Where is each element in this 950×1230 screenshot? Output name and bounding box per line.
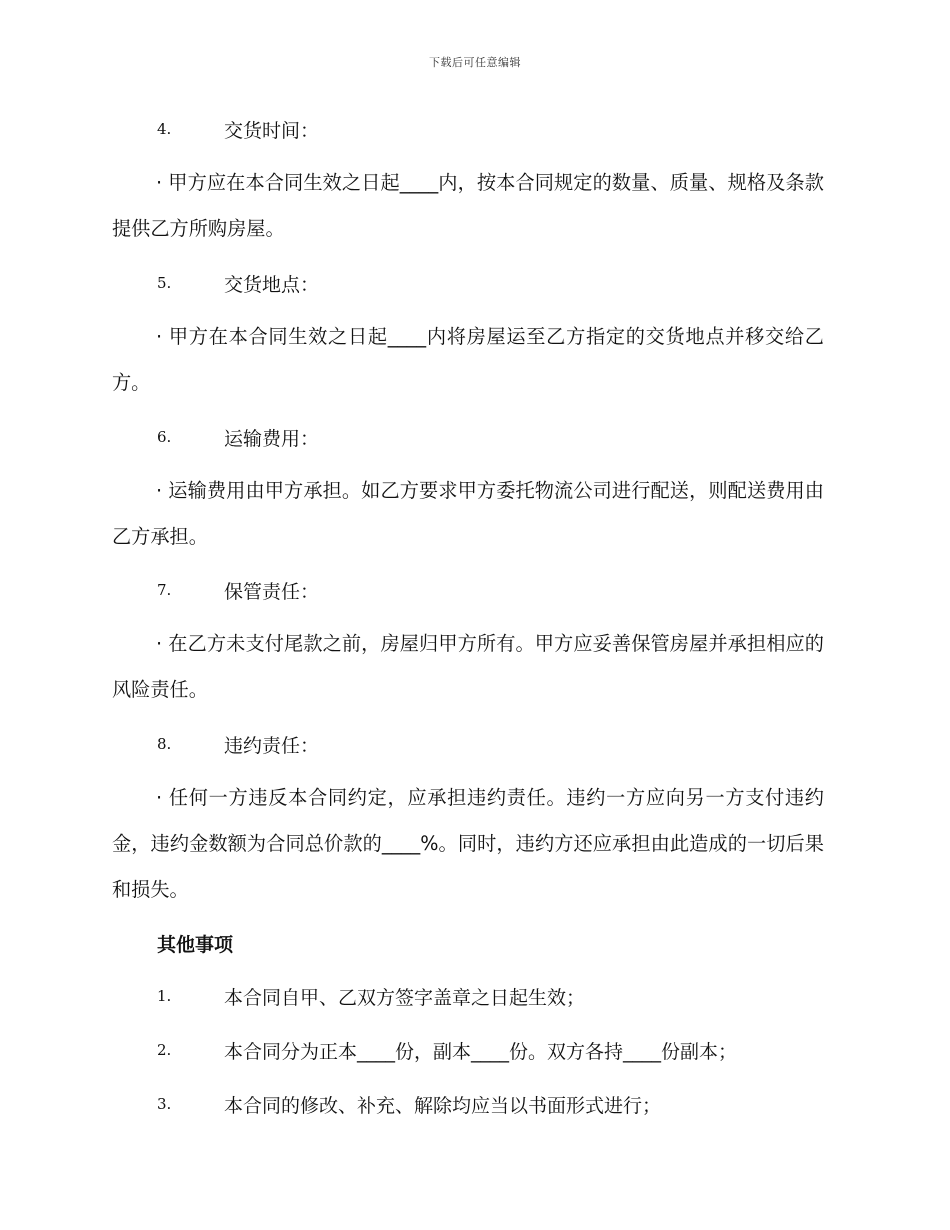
page-header: 下载后可任意编辑 <box>429 56 521 69</box>
clause-number: 8. <box>157 735 172 753</box>
other-item-1 <box>0 983 950 1013</box>
clause-heading-6 <box>0 424 950 454</box>
section-title-other: 其他事项 <box>157 934 234 956</box>
clause-body-text: · 甲方应在本合同生效之日起____内，按本合同规定的数量、质量、规格及条款提供乙方所购房屋。 <box>112 171 824 240</box>
clause-body-text: · 在乙方未支付尾款之前，房屋归甲方所有。甲方应妥善保管房屋并承担相应的风险责任。 <box>112 632 824 701</box>
clause-title: 保管责任： <box>224 581 320 603</box>
clause-body-8 <box>112 775 824 913</box>
clause-heading-5 <box>0 270 950 300</box>
other-item-3 <box>0 1091 950 1121</box>
clause-number: 5. <box>157 274 172 292</box>
clause-body-5 <box>112 314 824 406</box>
other-item-text: 本合同分为正本____份，副本____份。双方各持____份副本； <box>224 1041 738 1063</box>
clause-heading-8 <box>0 731 950 761</box>
clause-number: 6. <box>157 428 172 446</box>
clause-body-text: · 运输费用由甲方承担。如乙方要求甲方委托物流公司进行配送，则配送费用由乙方承担。 <box>112 479 824 548</box>
clause-body-text: · 甲方在本合同生效之日起____内将房屋运至乙方指定的交货地点并移交给乙方。 <box>112 325 824 394</box>
other-item-2 <box>0 1037 950 1067</box>
clause-title: 违约责任： <box>224 735 320 757</box>
clause-body-text: · 任何一方违反本合同约定，应承担违约责任。违约一方应向另一方支付违约金，违约金数额为合同总价款的____%。同时，违约方还应承担由此造成的一切后果和损失。 <box>112 786 824 901</box>
clause-title: 交货地点： <box>224 274 320 296</box>
clause-number: 7. <box>157 581 172 599</box>
clause-title: 交货时间： <box>224 120 320 142</box>
other-item-text: 本合同自甲、乙双方签字盖章之日起生效； <box>224 987 586 1009</box>
clause-heading-7 <box>0 577 950 607</box>
clause-body-4 <box>112 160 824 252</box>
other-item-number: 1. <box>157 987 172 1005</box>
clause-body-7 <box>112 621 824 713</box>
other-item-number: 2. <box>157 1041 172 1059</box>
other-item-number: 3. <box>157 1095 172 1113</box>
clause-body-6 <box>112 468 824 560</box>
clause-number: 4. <box>157 120 172 138</box>
clause-heading-4 <box>0 116 950 146</box>
clause-title: 运输费用： <box>224 428 320 450</box>
other-item-text: 本合同的修改、补充、解除均应当以书面形式进行； <box>224 1095 662 1117</box>
